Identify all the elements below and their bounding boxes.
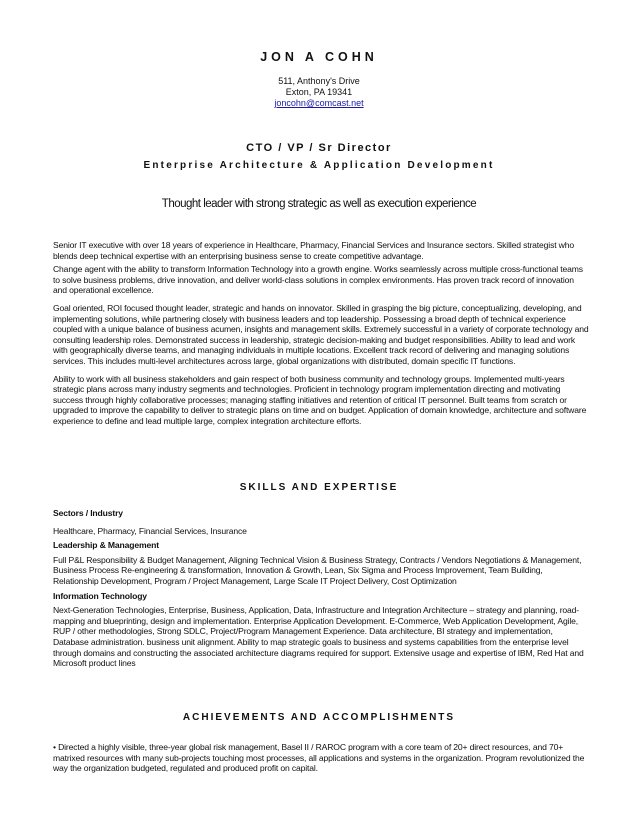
achievements-section <box>53 742 589 774</box>
address-line-2: Exton, PA 19341 <box>285 87 353 97</box>
summary-section <box>53 240 589 427</box>
leadership-label: Leadership & Management <box>53 540 159 551</box>
sectors-text: Healthcare, Pharmacy, Financial Services, Insurance <box>53 525 247 536</box>
it-label: Information Technology <box>53 590 147 601</box>
achievement-item: • Directed a highly visible, three-year global risk management, Basel II / RAROC program with a core team of 20+ direct resources, and 70+ matrixed resources with many sub-projects touching most processes, all applications and systems in the organization. Program revolutionized the way the organization budgeted, regulated and produced profit on capital. <box>53 742 585 774</box>
summary-paragraph: Senior IT executive with over 18 years of experience in Healthcare, Pharmacy, Financial Services and Insurance sectors. Skilled strategist who blends deep technical expertise with an enterprising business sense to create competitive advantage. <box>53 240 575 261</box>
role-title: CTO / VP / Sr Director <box>246 142 392 154</box>
address-line-1: 511, Anthony's Drive <box>278 76 360 86</box>
tagline: Thought leader with strong strategic as well as execution experience <box>161 198 477 210</box>
sectors-label: Sectors / Industry <box>53 508 123 518</box>
email-link[interactable]: joncohn@comcast.net <box>274 98 364 108</box>
summary-paragraph: Change agent with the ability to transform Information Technology into a growth engine. Works seamlessly across multiple cross-functional teams to solve business problems, drive innovation, and deliver world-class solutions in complex environments. Has proven track record of innovation and operational excellence. <box>53 264 583 296</box>
contact-block <box>0 76 638 109</box>
skills-heading: SKILLS AND EXPERTISE <box>239 482 399 493</box>
summary-paragraph: Ability to work with all business stakeholders and gain respect of both business community and technology groups. Implemented multi-years strategic plans across many industry segments and technologies. Proficient in technology program implementation directing and motivating success through highly collaborative processes; managing staffing initiatives and retention of critical IT personnel. Built teams from scratch or upgraded to improve the capability to deliver to strategic plans on time and on budget. Application of domain knowledge, architecture and software experience to define and lead multiple large, complex integration architecture efforts. <box>53 373 587 426</box>
role-subtitle: Enterprise Architecture & Application Development <box>143 160 495 171</box>
achievements-heading: ACHIEVEMENTS AND ACCOMPLISHMENTS <box>182 712 456 723</box>
it-text: Next-Generation Technologies, Enterprise, Business, Application, Data, Infrastructure and Integration Architecture – strategy and planning, road-mapping and blueprinting, design and implementation. Enterprise Application Development. E-Commerce, Web Application Development, Agile, RUP / other methodologies, Strong SDLC, Project/Program Management Experience. Data architecture, BI strategy and implementation, Database administration. business unit alignment. Ability to map strategic goals to business and systems capabilities from the enterprise level through domains and constructing the associated architecture diagrams required for support. Extensive usage and expertise of IBM, Red Hat and Microsoft product lines <box>53 605 584 669</box>
summary-paragraph: Goal oriented, ROI focused thought leader, strategic and hands on innovator. Skilled in grasping the big picture, conceptualizing, developing, and implementing solutions, while partnering closely with business leaders and top leadership. Possessing a broad depth of technical experience coupled with a unique balance of business acumen, insights and management skills. Extremely successful in a variety of corporate technology and consulting leadership roles. Demonstrated success in leadership, strategic decision-making and budget responsibilities. Ability to lead and work with geographically diverse teams, and managing individuals in multiple locations. Excellent track record of delivering and managing solutions services. This includes multi-level architectures across large, global organizations with distributed, domain specific IT functions. <box>53 302 589 366</box>
candidate-name: JON A COHN <box>260 50 378 64</box>
skills-section <box>53 508 589 669</box>
leadership-text: Full P&L Responsibility & Budget Management, Aligning Technical Vision & Business Strategy, Contracts / Vendors Negotiations & Management, Business Process Re-engineering & transformation, Innovation & Growth, Lean, Six Sigma and Process Improvement, Team Building, Relationship Development, Program / Project Management, Large Scale IT Project Delivery, Cost Optimization <box>53 554 582 586</box>
